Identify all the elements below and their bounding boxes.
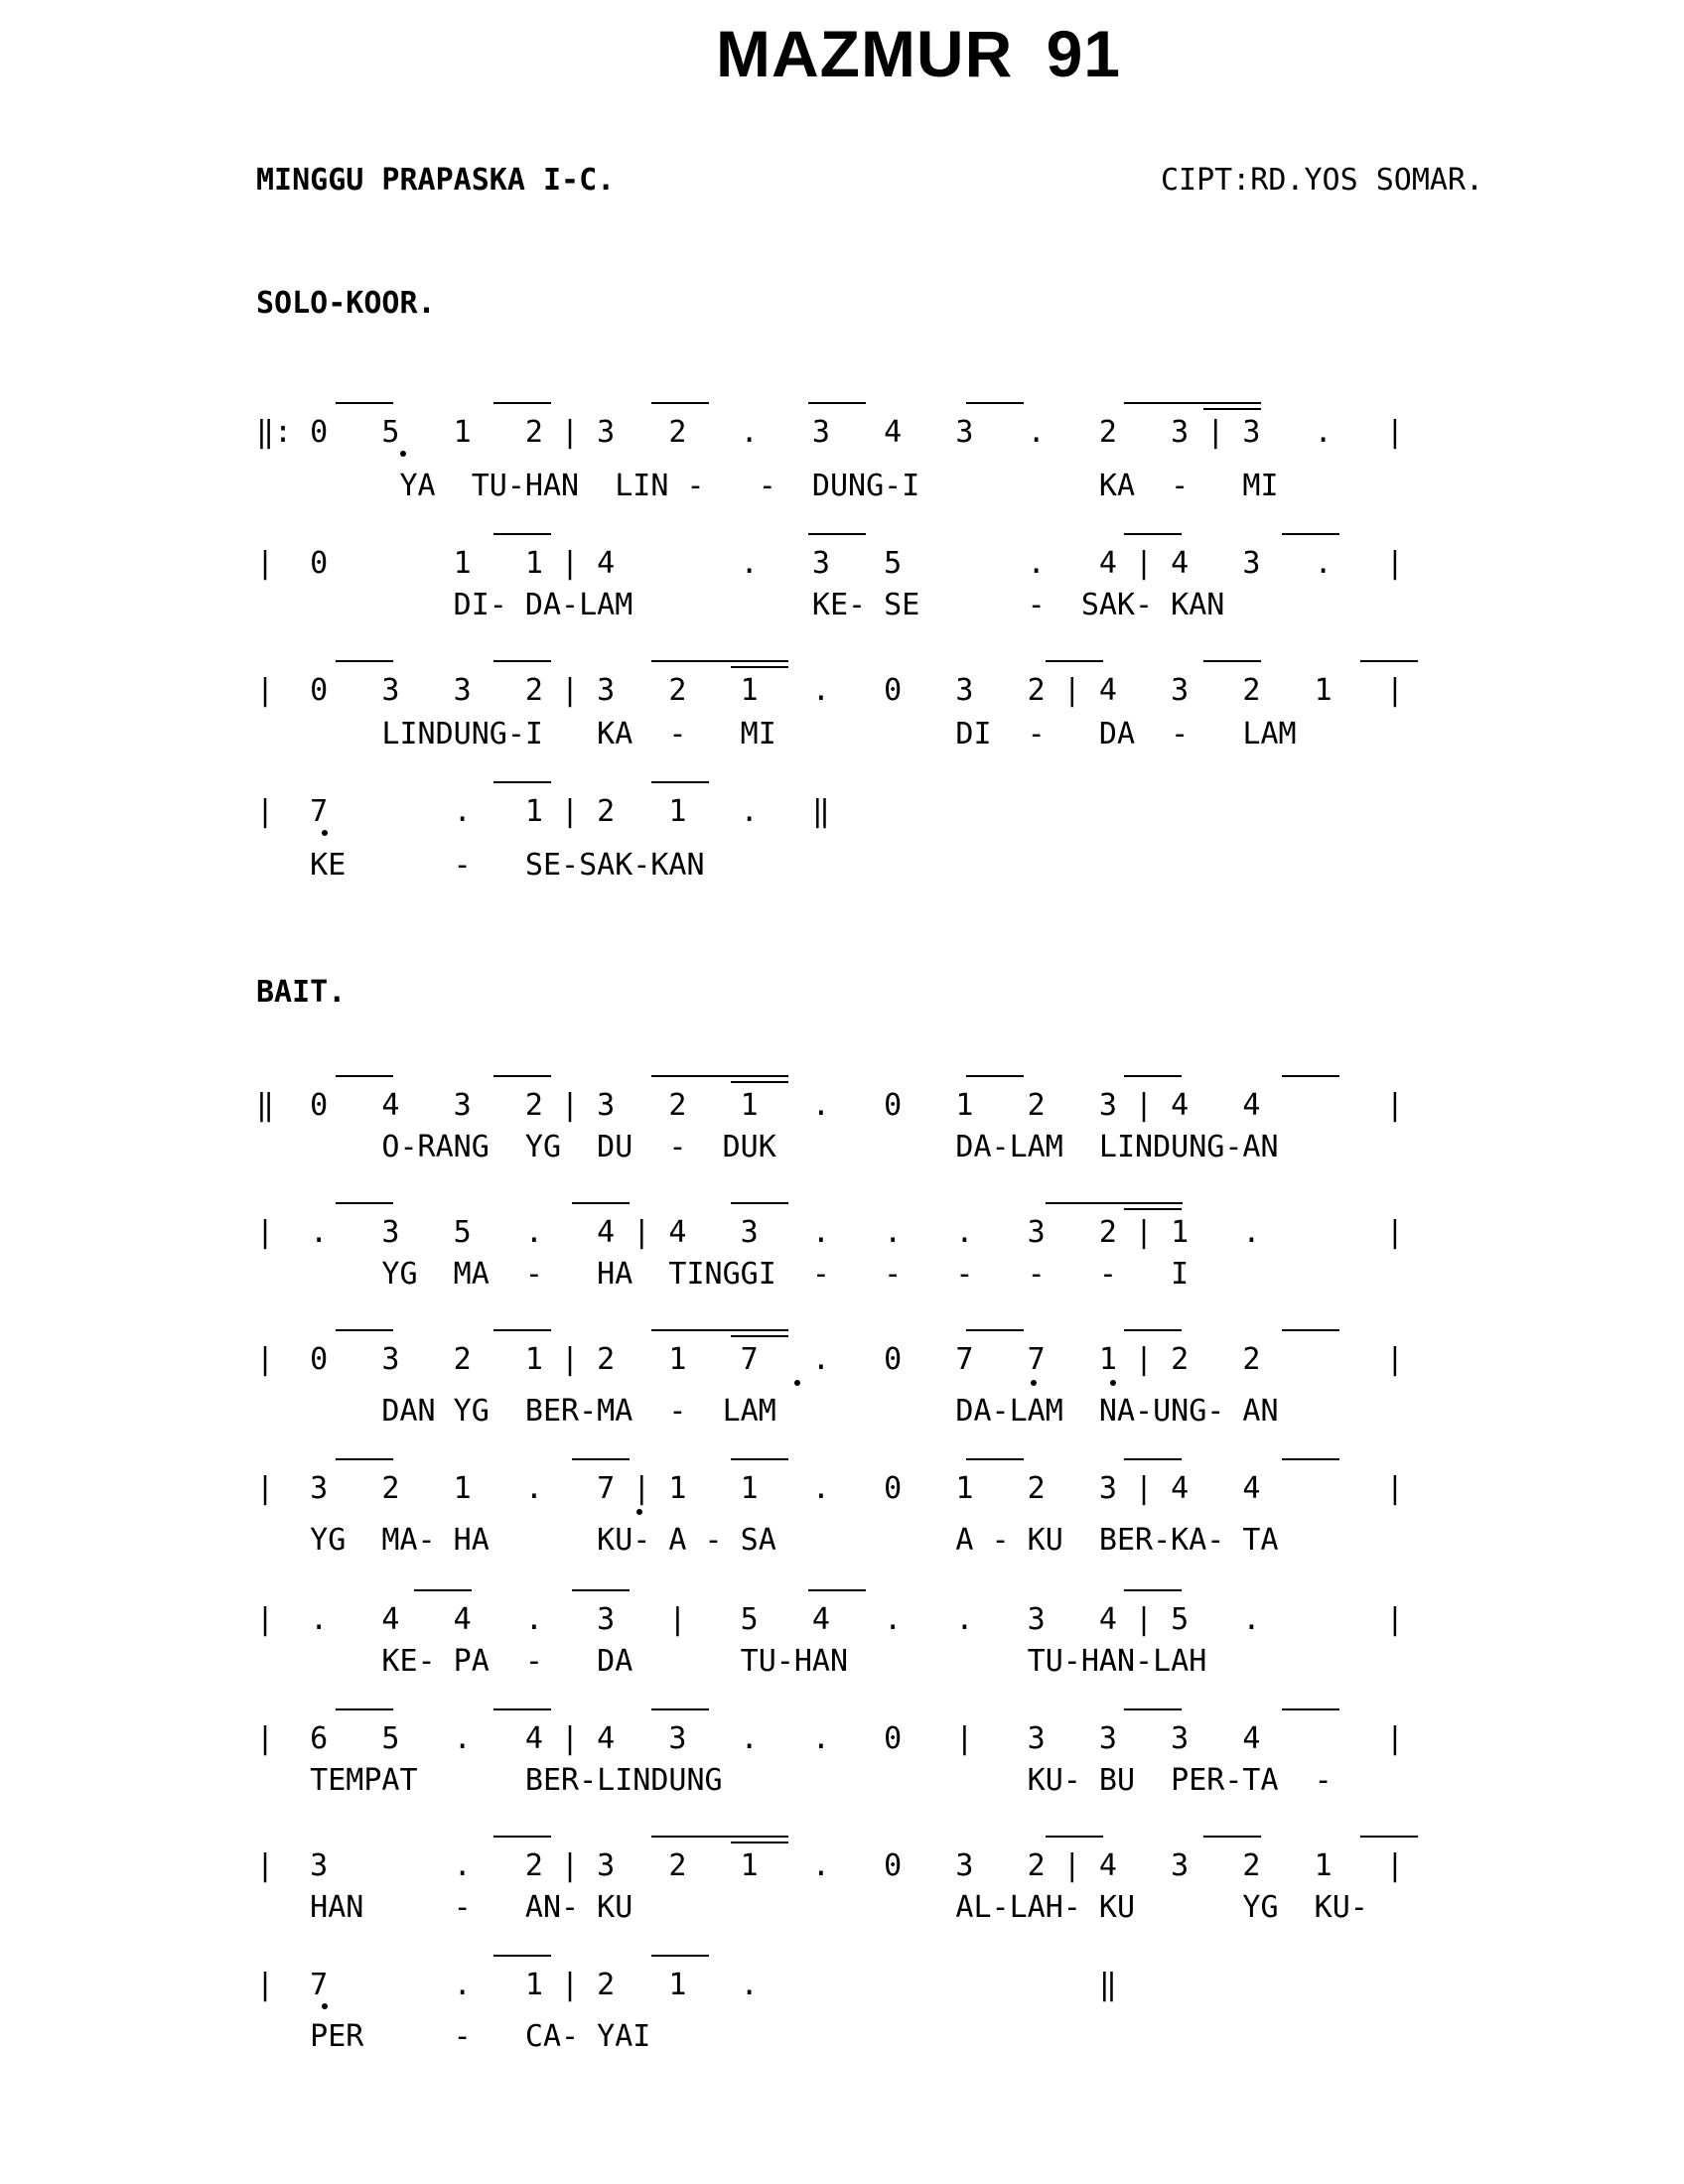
low-octave-dot: [794, 1380, 800, 1386]
beam: [731, 1335, 788, 1337]
beam: [966, 1329, 1024, 1331]
occasion-label: MINGGU PRAPASKA I-C.: [256, 163, 616, 198]
beam: [1360, 660, 1418, 662]
beam: [1203, 408, 1261, 410]
beam: [808, 533, 866, 535]
low-octave-dot: [636, 1509, 642, 1515]
beam: [808, 402, 866, 404]
beam: [1124, 1458, 1182, 1460]
beam: [493, 402, 551, 404]
beam: [336, 1708, 393, 1710]
notes-line: | 3 2 1 . 7 | 1 1 . 0 1 2 3 | 4 4 |: [256, 1471, 1404, 1506]
lyrics-line: TEMPAT BER-LINDUNG KU- BU PER-TA -: [256, 1763, 1333, 1798]
beam: [651, 1955, 709, 1957]
section-heading-solo-koor: SOLO-KOOR.: [256, 286, 436, 321]
beam: [731, 1842, 788, 1843]
beam: [1046, 1202, 1183, 1204]
beam: [966, 402, 1024, 404]
beam: [336, 402, 393, 404]
beam: [493, 1836, 551, 1838]
beam: [966, 1458, 1024, 1460]
notes-line: | 6 5 . 4 | 4 3 . . 0 | 3 3 3 4 |: [256, 1721, 1404, 1756]
beam: [493, 1955, 551, 1957]
beam: [808, 1589, 866, 1591]
beam: [1124, 533, 1182, 535]
beam: [493, 1708, 551, 1710]
low-octave-dot: [400, 451, 406, 457]
beam: [493, 781, 551, 783]
beam: [572, 1589, 630, 1591]
beam: [336, 660, 393, 662]
notes-line: | 3 . 2 | 3 2 1 . 0 3 2 | 4 3 2 1 |: [256, 1848, 1404, 1883]
beam: [651, 1075, 788, 1077]
notes-line: | . 3 5 . 4 | 4 3 . . . 3 2 | 1 . |: [256, 1215, 1404, 1250]
beam: [1203, 660, 1261, 662]
beam: [336, 1329, 393, 1331]
lyrics-line: PER - CA- YAI: [256, 2019, 651, 2054]
beam: [651, 781, 709, 783]
notes-line: ‖: 0 5 1 2 | 3 2 . 3 4 3 . 2 3 | 3 . |: [256, 415, 1404, 450]
beam: [572, 1458, 630, 1460]
lyrics-line: HAN - AN- KU AL-LAH- KU YG KU-: [256, 1890, 1368, 1925]
notes-line: | 7 . 1 | 2 1 . ‖: [256, 794, 830, 829]
notes-line: ‖ 0 4 3 2 | 3 2 1 . 0 1 2 3 | 4 4 |: [256, 1088, 1404, 1123]
low-octave-dot: [322, 2003, 328, 2009]
beam: [572, 1202, 630, 1204]
beam: [651, 402, 709, 404]
beam: [493, 660, 551, 662]
beam: [1046, 1836, 1103, 1838]
lyrics-line: KE - SE-SAK-KAN: [256, 848, 705, 883]
beam: [1124, 402, 1261, 404]
beam: [336, 1075, 393, 1077]
lyrics-line: DI- DA-LAM KE- SE - SAK- KAN: [256, 588, 1225, 622]
beam: [1203, 1836, 1261, 1838]
notes-line: | 0 1 1 | 4 . 3 5 . 4 | 4 3 . |: [256, 546, 1404, 581]
lyrics-line: YG MA- HA KU- A - SA A - KU BER-KA- TA: [256, 1523, 1279, 1558]
low-octave-dot: [1110, 1380, 1116, 1386]
beam: [1282, 1458, 1339, 1460]
beam: [731, 1202, 788, 1204]
beam: [1360, 1836, 1418, 1838]
lyrics-line: KE- PA - DA TU-HAN TU-HAN-LAH: [256, 1644, 1207, 1679]
beam: [493, 533, 551, 535]
composer-credit: CIPT:RD.YOS SOMAR.: [1161, 163, 1484, 198]
beam: [1282, 533, 1339, 535]
notes-line: | 0 3 2 1 | 2 1 7 . 0 7 7 1 | 2 2 |: [256, 1342, 1404, 1377]
lyrics-line: DAN YG BER-MA - LAM DA-LAM NA-UNG- AN: [256, 1394, 1279, 1429]
beam: [651, 1708, 709, 1710]
beam: [414, 1589, 472, 1591]
beam: [1124, 1708, 1182, 1710]
lyrics-line: O-RANG YG DU - DUK DA-LAM LINDUNG-AN: [256, 1130, 1279, 1164]
beam: [731, 1458, 788, 1460]
beam: [651, 660, 788, 662]
lyrics-line: LINDUNG-I KA - MI DI - DA - LAM: [256, 717, 1297, 751]
low-octave-dot: [322, 830, 328, 836]
beam: [493, 1075, 551, 1077]
notes-line: | 7 . 1 | 2 1 . ‖: [256, 1968, 1117, 2002]
beam: [1124, 1329, 1182, 1331]
beam: [1282, 1708, 1339, 1710]
song-title: MAZMUR 91: [715, 17, 1121, 90]
section-heading-bait: BAIT.: [256, 975, 347, 1010]
beam: [731, 1081, 788, 1083]
beam: [336, 1458, 393, 1460]
low-octave-dot: [1031, 1380, 1037, 1386]
notes-line: | . 4 4 . 3 | 5 4 . . 3 4 | 5 . |: [256, 1602, 1404, 1637]
lyrics-line: YG MA - HA TINGGI - - - - - I: [256, 1257, 1190, 1292]
beam: [1282, 1329, 1339, 1331]
beam: [731, 666, 788, 668]
lyrics-line: YA TU-HAN LIN - - DUNG-I KA - MI: [256, 469, 1279, 503]
notes-line: | 0 3 3 2 | 3 2 1 . 0 3 2 | 4 3 2 1 |: [256, 673, 1404, 708]
beam: [493, 1329, 551, 1331]
beam: [651, 1836, 788, 1838]
beam: [966, 1075, 1024, 1077]
beam: [1282, 1075, 1339, 1077]
beam: [1124, 1075, 1182, 1077]
beam: [1124, 1589, 1182, 1591]
beam: [1046, 660, 1103, 662]
beam: [336, 1202, 393, 1204]
beam: [651, 1329, 788, 1331]
beam: [1124, 1208, 1182, 1210]
